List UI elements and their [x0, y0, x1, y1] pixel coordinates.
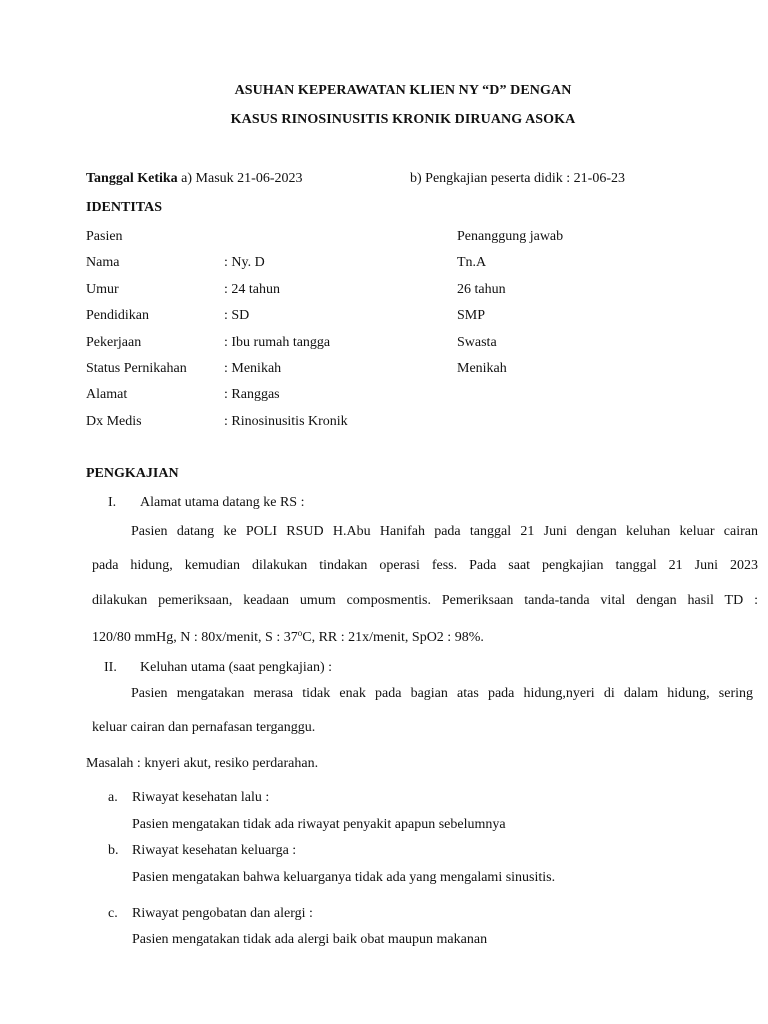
- vital-signs-text-pre: 120/80 mmHg, N : 80x/menit, S : 37: [92, 630, 298, 645]
- section-1-line-3: dilakukan pemeriksaan, keadaan umum composmentis. Pemeriksaan tanda-tanda vital dengan hasil TD :: [92, 593, 758, 608]
- row-pasien-value: : 24 tahun: [224, 282, 280, 297]
- row-label: Alamat: [86, 387, 128, 402]
- identitas-heading: IDENTITAS: [86, 200, 162, 215]
- item-b-marker: b.: [108, 843, 119, 858]
- item-a-text: Pasien mengatakan tidak ada riwayat penyakit apapun sebelumnya: [132, 817, 506, 832]
- section-2-line-1: Pasien mengatakan merasa tidak enak pada bagian atas pada hidung,nyeri di dalam hidung, sering: [131, 686, 753, 701]
- tanggal-pengkajian: b) Pengkajian peserta didik : 21-06-23: [410, 171, 626, 186]
- section-1-line-1: Pasien datang ke POLI RSUD H.Abu Hanifah pada tanggal 21 Juni dengan keluhan keluar cairan: [131, 524, 758, 539]
- row-pj-value: SMP: [457, 308, 486, 323]
- pengkajian-heading: PENGKAJIAN: [86, 466, 179, 481]
- item-b-text: Pasien mengatakan bahwa keluarganya tidak ada yang mengalami sinusitis.: [132, 870, 556, 885]
- item-a-heading: Riwayat kesehatan lalu :: [132, 790, 270, 805]
- section-1-line-2: pada hidung, kemudian dilakukan tindakan operasi fess. Pada saat pengkajian tanggal 21 Juni 2023: [92, 558, 758, 573]
- row-pasien-value: : Menikah: [224, 361, 282, 376]
- row-pasien-value: : Rinosinusitis Kronik: [224, 414, 348, 429]
- section-2-numeral: II.: [104, 660, 117, 675]
- vital-signs-text-post: C, RR : 21x/menit, SpO2 : 98%.: [302, 630, 484, 645]
- row-pasien-value: : Ibu rumah tangga: [224, 335, 331, 350]
- row-label: Status Pernikahan: [86, 361, 187, 376]
- row-pasien-value: : Ny. D: [224, 255, 265, 270]
- row-label: Pendidikan: [86, 308, 149, 323]
- section-1-heading: Alamat utama datang ke RS :: [140, 495, 305, 510]
- tanggal-label: Tanggal Ketika: [86, 171, 178, 186]
- section-2-line-2: keluar cairan dan pernafasan terganggu.: [92, 720, 316, 735]
- item-c-heading: Riwayat pengobatan dan alergi :: [132, 906, 313, 921]
- tanggal-line: [86, 171, 302, 187]
- row-label: Dx Medis: [86, 414, 142, 429]
- pasien-header: Pasien: [86, 229, 123, 244]
- row-pj-value: Menikah: [457, 361, 507, 376]
- row-label: Pekerjaan: [86, 335, 142, 350]
- row-label: Umur: [86, 282, 119, 297]
- document-title-line-1: ASUHAN KEPERAWATAN KLIEN NY “D” DENGAN: [234, 83, 572, 98]
- masalah-line: Masalah : knyeri akut, resiko perdarahan.: [86, 756, 319, 771]
- item-c-marker: c.: [108, 906, 118, 921]
- section-1-line-4: [92, 628, 484, 646]
- item-a-marker: a.: [108, 790, 118, 805]
- row-pasien-value: : SD: [224, 308, 250, 323]
- section-1-numeral: I.: [108, 495, 117, 510]
- degree-sign: o: [297, 628, 303, 638]
- row-pasien-value: : Ranggas: [224, 387, 280, 402]
- document-title-line-2: KASUS RINOSINUSITIS KRONIK DIRUANG ASOKA: [230, 112, 576, 127]
- item-b-heading: Riwayat kesehatan keluarga :: [132, 843, 297, 858]
- section-2-heading: Keluhan utama (saat pengkajian) :: [140, 660, 333, 675]
- penanggung-jawab-header: Penanggung jawab: [457, 229, 564, 244]
- tanggal-masuk: a) Masuk 21-06-2023: [181, 171, 303, 186]
- row-pj-value: 26 tahun: [457, 282, 506, 297]
- row-pj-value: Tn.A: [457, 255, 487, 270]
- item-c-text: Pasien mengatakan tidak ada alergi baik obat maupun makanan: [132, 932, 488, 947]
- row-label: Nama: [86, 255, 120, 270]
- row-pj-value: Swasta: [457, 335, 497, 350]
